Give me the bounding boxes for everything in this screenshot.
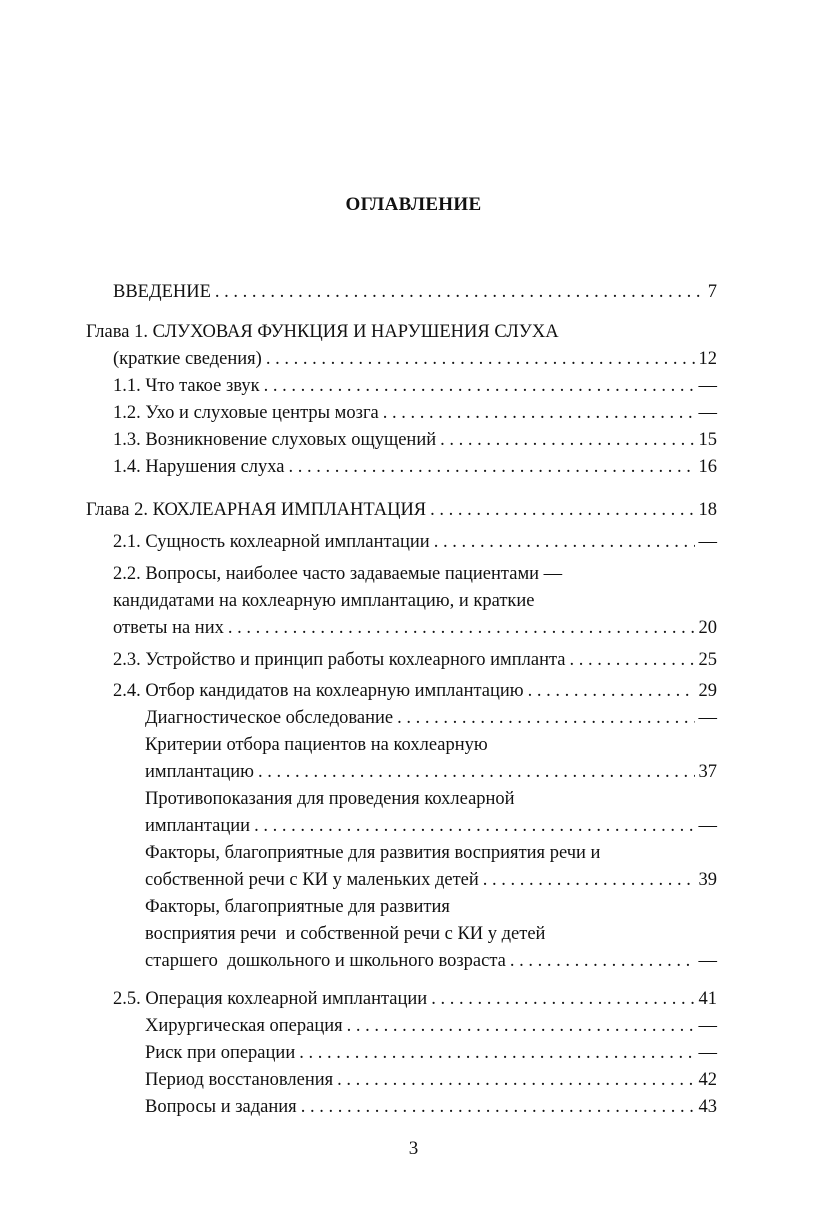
leader-dots (528, 679, 695, 703)
leader-dots (215, 280, 704, 304)
toc-subentry (145, 760, 717, 784)
toc-entry-text: 2.4. Отбор кандидатов на кохлеарную имплантацию (113, 681, 524, 701)
toc-entry (113, 428, 717, 452)
toc-entry-page: 42 (698, 1070, 717, 1090)
toc-entry (113, 679, 717, 703)
toc-entry-text: ВВЕДЕНИЕ (113, 282, 211, 302)
toc-subentry (145, 949, 717, 973)
toc-chapter-heading: Глава 1. СЛУХОВАЯ ФУНКЦИЯ И НАРУШЕНИЯ СЛУХА (86, 322, 559, 342)
leader-dots (299, 1041, 694, 1065)
toc-entry-page: 7 (707, 282, 717, 302)
toc-entry-continued: Факторы, благоприятные для развития (145, 897, 450, 917)
toc-entry-page: — (698, 816, 717, 836)
toc-entry-continued: Критерии отбора пациентов на кохлеарную (145, 735, 488, 755)
toc-entry-text: Риск при операции (145, 1043, 296, 1063)
leader-dots (434, 530, 695, 554)
toc-entry (113, 374, 717, 398)
toc-entry-continued: Факторы, благоприятные для развития восприятия речи и (145, 843, 601, 863)
toc-entry-continued: Противопоказания для проведения кохлеарной (145, 789, 515, 809)
leader-dots (397, 706, 694, 730)
toc-entry-continued: кандидатами на кохлеарную имплантацию, и краткие (113, 591, 535, 611)
toc-entry (113, 648, 717, 672)
leader-dots (510, 949, 695, 973)
toc-entry (113, 401, 717, 425)
leader-dots (301, 1095, 695, 1119)
toc-entry-text: 2.3. Устройство и принцип работы кохлеарного импланта (113, 650, 566, 670)
leader-dots (289, 455, 695, 479)
toc-entry-text: Вопросы и задания (145, 1097, 297, 1117)
toc-entry-text: 1.2. Ухо и слуховые центры мозга (113, 403, 379, 423)
toc-entry-text: (краткие сведения) (113, 349, 262, 369)
toc-entry (113, 987, 717, 1011)
toc-subentry (145, 1095, 717, 1119)
toc-entry (113, 616, 717, 640)
leader-dots (347, 1014, 695, 1038)
toc-subentry (145, 868, 717, 892)
leader-dots (258, 760, 695, 784)
toc-entry (113, 280, 717, 304)
leader-dots (430, 498, 694, 522)
toc-entry-text: старшего дошкольного и школьного возраста (145, 951, 506, 971)
toc-entry (113, 455, 717, 479)
leader-dots (383, 401, 695, 425)
toc-subentry (145, 706, 717, 730)
leader-dots (266, 347, 695, 371)
toc-entry-page: 37 (698, 762, 717, 782)
toc-entry-text: Хирургическая операция (145, 1016, 343, 1036)
toc-entry-page: 20 (698, 618, 717, 638)
toc-entry-page: — (698, 376, 717, 396)
toc-entry-continued: восприятия речи и собственной речи с КИ у детей (145, 924, 546, 944)
toc-subentry (145, 814, 717, 838)
leader-dots (570, 648, 695, 672)
toc-entry-text: 1.3. Возникновение слуховых ощущений (113, 430, 437, 450)
toc-entry-text: имплантации (145, 816, 251, 836)
leader-dots (431, 987, 694, 1011)
leader-dots (264, 374, 695, 398)
toc-subentry (145, 1041, 717, 1065)
toc-entry-text: собственной речи с КИ у маленьких детей (145, 870, 479, 890)
toc-entry-page: 43 (698, 1097, 717, 1117)
toc-entry-page: 41 (698, 989, 717, 1009)
leader-dots (440, 428, 694, 452)
toc-entry-page: — (698, 532, 717, 552)
toc-entry-page: 15 (698, 430, 717, 450)
toc-entry-page: 25 (698, 650, 717, 670)
toc-entry-text: 1.4. Нарушения слуха (113, 457, 285, 477)
page-title: ОГЛАВЛЕНИЕ (345, 194, 482, 215)
toc-entry-page: — (698, 708, 717, 728)
toc-entry-page: 29 (698, 681, 717, 701)
toc-entry-page: — (698, 403, 717, 423)
leader-dots (337, 1068, 694, 1092)
toc-entry-page: 39 (698, 870, 717, 890)
toc-entry-text: имплантацию (145, 762, 254, 782)
toc-entry-text: Период восстановления (145, 1070, 334, 1090)
page-number: 3 (408, 1138, 419, 1159)
toc-entry (113, 347, 717, 371)
toc-subentry (145, 1014, 717, 1038)
toc-entry-text: Диагностическое обследование (145, 708, 394, 728)
toc-entry-page: 18 (698, 500, 717, 520)
toc-entry-page: 12 (698, 349, 717, 369)
toc-entry-text: ответы на них (113, 618, 224, 638)
toc-entry-text: 2.5. Операция кохлеарной имплантации (113, 989, 428, 1009)
toc-entry-text: 2.1. Сущность кохлеарной имплантации (113, 532, 430, 552)
toc-entry-page: 16 (698, 457, 717, 477)
toc-entry-text: Глава 2. КОХЛЕАРНАЯ ИМПЛАНТАЦИЯ (86, 500, 427, 520)
leader-dots (254, 814, 694, 838)
toc-entry-page: — (698, 1043, 717, 1063)
toc-entry-page: — (698, 1016, 717, 1036)
toc-entry-continued: 2.2. Вопросы, наиболее часто задаваемые пациентами — (113, 564, 563, 584)
toc-entry-page: — (698, 951, 717, 971)
toc-chapter-entry (86, 498, 717, 522)
toc-entry-text: 1.1. Что такое звук (113, 376, 260, 396)
toc-subentry (145, 1068, 717, 1092)
toc-entry (113, 530, 717, 554)
leader-dots (228, 616, 695, 640)
leader-dots (483, 868, 695, 892)
